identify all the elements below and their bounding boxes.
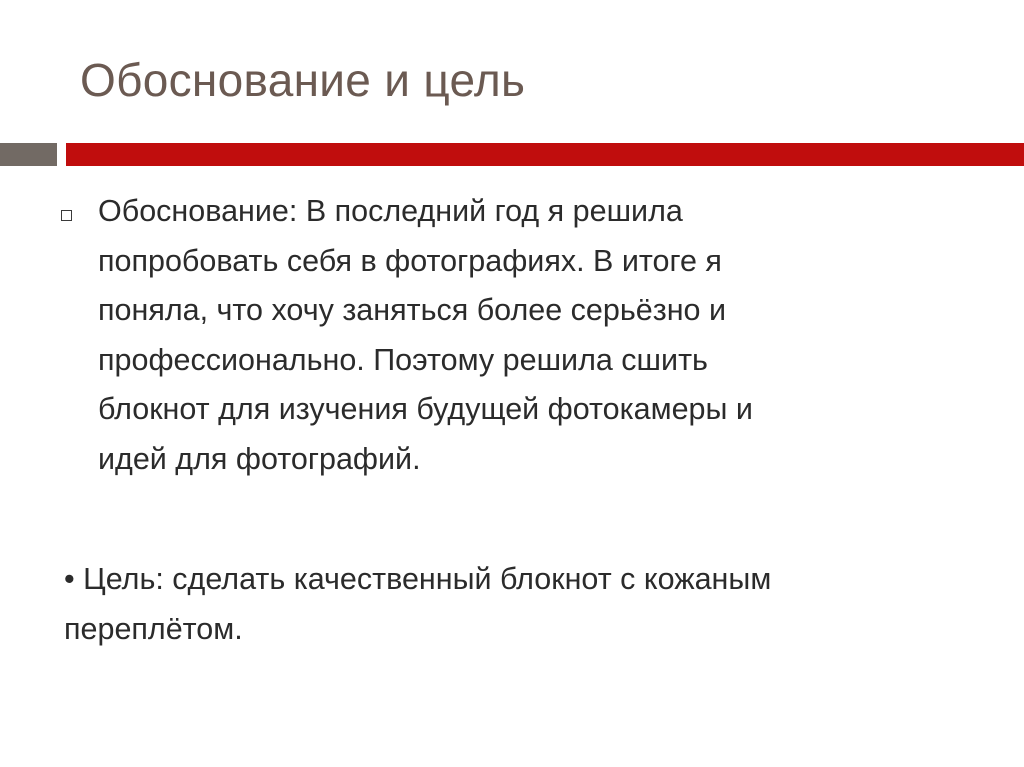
justification-line: профессионально. Поэтому решила сшить <box>98 342 708 377</box>
justification-line: поняла, что хочу заняться более серьёзно и <box>98 293 727 327</box>
slide-title: Обоснование и цель <box>80 54 526 106</box>
goal-line: • Цель: сделать качественный блокнот с кожаным <box>64 562 772 596</box>
goal-paragraph <box>64 555 964 654</box>
justification-line: идей для фотографий. <box>98 441 421 476</box>
justification-paragraph <box>98 187 948 484</box>
goal-line: переплётом. <box>64 611 243 646</box>
justification-line: блокнот для изучения будущей фотокамеры и <box>98 392 753 426</box>
title-rule-red-bar <box>66 143 1024 166</box>
hollow-square-bullet-icon <box>61 210 72 221</box>
title-rule-gray-segment <box>0 143 57 166</box>
justification-line: Обоснование: В последний год я решила <box>98 194 683 228</box>
justification-line: попробовать себя в фотографиях. В итоге я <box>98 243 722 278</box>
